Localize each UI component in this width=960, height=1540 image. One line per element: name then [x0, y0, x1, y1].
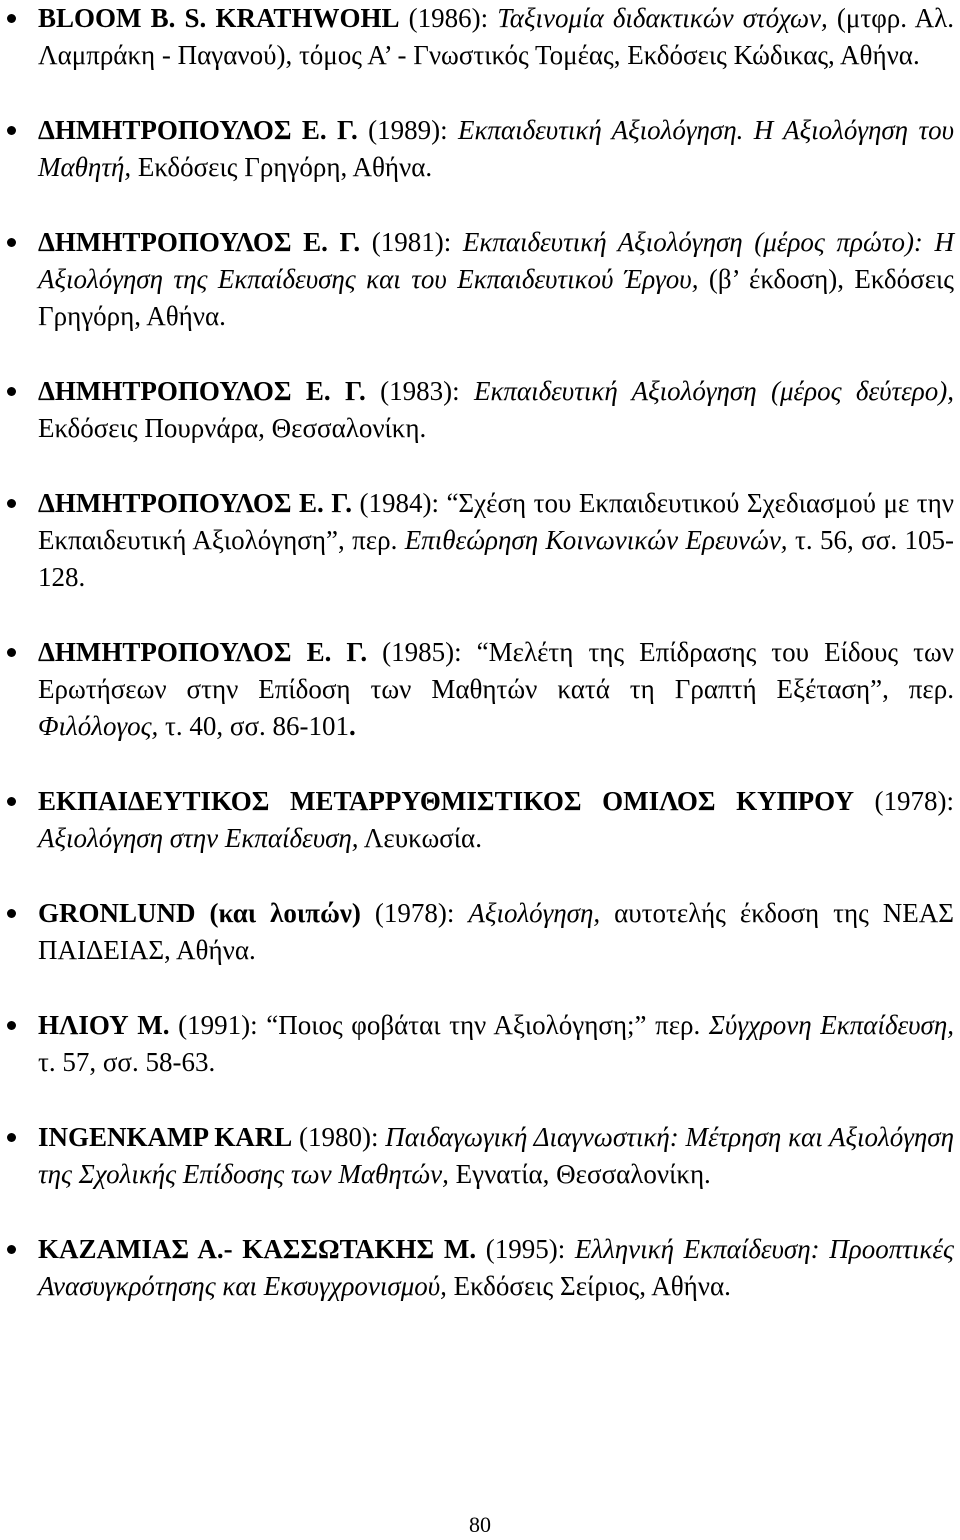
bullet-icon: [7, 797, 16, 806]
reference-text: (1995):: [476, 1234, 575, 1264]
reference-text: τ. 57, σσ. 58-63.: [38, 1047, 216, 1077]
bullet-icon: [7, 648, 16, 657]
reference-author: GRONLUND (και λοιπών): [38, 898, 361, 928]
reference-author: ΕΚΠΑΙΔΕΥΤΙΚΟΣ ΜΕΤΑΡΡΥΘΜΙΣΤΙΚΟΣ ΟΜΙΛΟΣ ΚΥΠΡΟΥ: [38, 786, 854, 816]
reference-text: (1991): “Ποιος φοβάται την Αξιολόγηση;” περ.: [169, 1010, 709, 1040]
reference-text: Λευκωσία.: [358, 823, 482, 853]
reference-author: INGENKAMP KARL: [38, 1122, 293, 1152]
bullet-icon: [7, 126, 16, 135]
reference-title: Εκπαιδευτική Αξιολόγηση (μέρος δεύτερο),: [473, 376, 955, 406]
reference-author: ΗΛΙΟΥ Μ.: [38, 1010, 170, 1040]
reference-entry: [38, 895, 954, 969]
reference-entry: [38, 0, 954, 74]
reference-author: BLOOM B. S. KRATHWOHL: [38, 3, 400, 33]
reference-title: Ταξινομία διδακτικών στόχων,: [497, 3, 828, 33]
reference-text: Εκδόσεις Σείριος, Αθήνα.: [446, 1271, 731, 1301]
reference-title: Αξιολόγηση στην Εκπαίδευση,: [38, 823, 359, 853]
reference-text: (μτφρ. Αλ. Λαμπράκη - Παγανού), τόμος Α’ - Γνωστικός Τομέας, Εκδόσεις Κώδικας, Αθήνα.: [38, 3, 954, 70]
reference-entry: [38, 1007, 954, 1081]
page-number: 80: [469, 1512, 491, 1537]
reference-author: .: [349, 711, 356, 741]
reference-entry: [38, 373, 954, 447]
reference-text: (1978):: [360, 898, 469, 928]
reference-text: (1981):: [360, 227, 463, 257]
reference-entry: [38, 1231, 954, 1305]
bullet-icon: [7, 909, 16, 918]
reference-text: Εκδόσεις Γρηγόρη, Αθήνα.: [131, 152, 433, 182]
bullet-icon: [7, 1021, 16, 1030]
reference-list: [38, 0, 954, 1343]
bullet-icon: [7, 1245, 16, 1254]
reference-title: Ελληνική Εκπαίδευση: Προοπτικές Ανασυγκρότησης και Εκσυγχρονισμού,: [38, 1234, 954, 1301]
reference-author: ΔΗΜΗΤΡΟΠΟΥΛΟΣ Ε. Γ.: [38, 488, 352, 518]
bullet-icon: [7, 387, 16, 396]
reference-text: τ. 56, σσ. 105-128.: [38, 525, 954, 592]
reference-text: (1986):: [399, 3, 498, 33]
reference-text: (β’ έκδοση), Εκδόσεις Γρηγόρη, Αθήνα.: [38, 264, 954, 331]
reference-title: Αξιολόγηση,: [468, 898, 601, 928]
bullet-icon: [7, 1133, 16, 1142]
reference-author: ΔΗΜΗΤΡΟΠΟΥΛΟΣ Ε. Γ.: [38, 227, 361, 257]
reference-entry: [38, 224, 954, 335]
reference-entry: [38, 783, 954, 857]
reference-text: (1985): “Μελέτη της Επίδρασης του Είδους των Ερωτήσεων στην Επίδοση των Μαθητών κατά τη Γραπτή Εξέταση”, περ.: [38, 637, 954, 704]
reference-entry: [38, 485, 954, 596]
reference-author: ΚΑΖΑΜΙΑΣ Α.- ΚΑΣΣΩΤΑΚΗΣ Μ.: [38, 1234, 477, 1264]
reference-author: ΔΗΜΗΤΡΟΠΟΥΛΟΣ Ε. Γ.: [38, 115, 358, 145]
reference-author: ΔΗΜΗΤΡΟΠΟΥΛΟΣ Ε. Γ.: [38, 637, 368, 667]
reference-entry: [38, 112, 954, 186]
reference-text: (1980):: [292, 1122, 386, 1152]
reference-title: Σύγχρονη Εκπαίδευση,: [708, 1010, 954, 1040]
reference-title: Εκπαιδευτική Αξιολόγηση (μέρος πρώτο): Η Αξιολόγηση της Εκπαίδευσης και του Εκπαιδευτικού Έργου,: [38, 227, 955, 294]
reference-title: Παιδαγωγική Διαγνωστική: Μέτρηση και Αξιολόγηση της Σχολικής Επίδοσης των Μαθητών,: [38, 1122, 954, 1189]
reference-entry: [38, 634, 954, 745]
reference-title: Εκπαιδευτική Αξιολόγηση. Η Αξιολόγηση του Μαθητή,: [38, 115, 955, 182]
reference-text: (1983):: [365, 376, 474, 406]
reference-text: (1989):: [357, 115, 458, 145]
reference-author: ΔΗΜΗΤΡΟΠΟΥΛΟΣ Ε. Γ.: [38, 376, 366, 406]
reference-text: (1984): “Σχέση του Εκπαιδευτικού Σχεδιασμού με την Εκπαιδευτική Αξιολόγηση”, περ.: [38, 488, 954, 555]
reference-text: Εγνατία, Θεσσαλονίκη.: [448, 1159, 711, 1189]
reference-text: Εκδόσεις Πουρνάρα, Θεσσαλονίκη.: [38, 413, 427, 443]
bullet-icon: [7, 499, 16, 508]
reference-title: Φιλόλογος,: [38, 711, 159, 741]
bullet-icon: [7, 14, 16, 23]
reference-title: Επιθεώρηση Κοινωνικών Ερευνών,: [404, 525, 788, 555]
bullet-icon: [7, 238, 16, 247]
reference-text: τ. 40, σσ. 86-101: [158, 711, 349, 741]
reference-text: (1978):: [853, 786, 955, 816]
reference-text: αυτοτελής έκδοση της ΝΕΑΣ ΠΑΙΔΕΙΑΣ, Αθήνα.: [38, 898, 954, 965]
reference-entry: [38, 1119, 954, 1193]
